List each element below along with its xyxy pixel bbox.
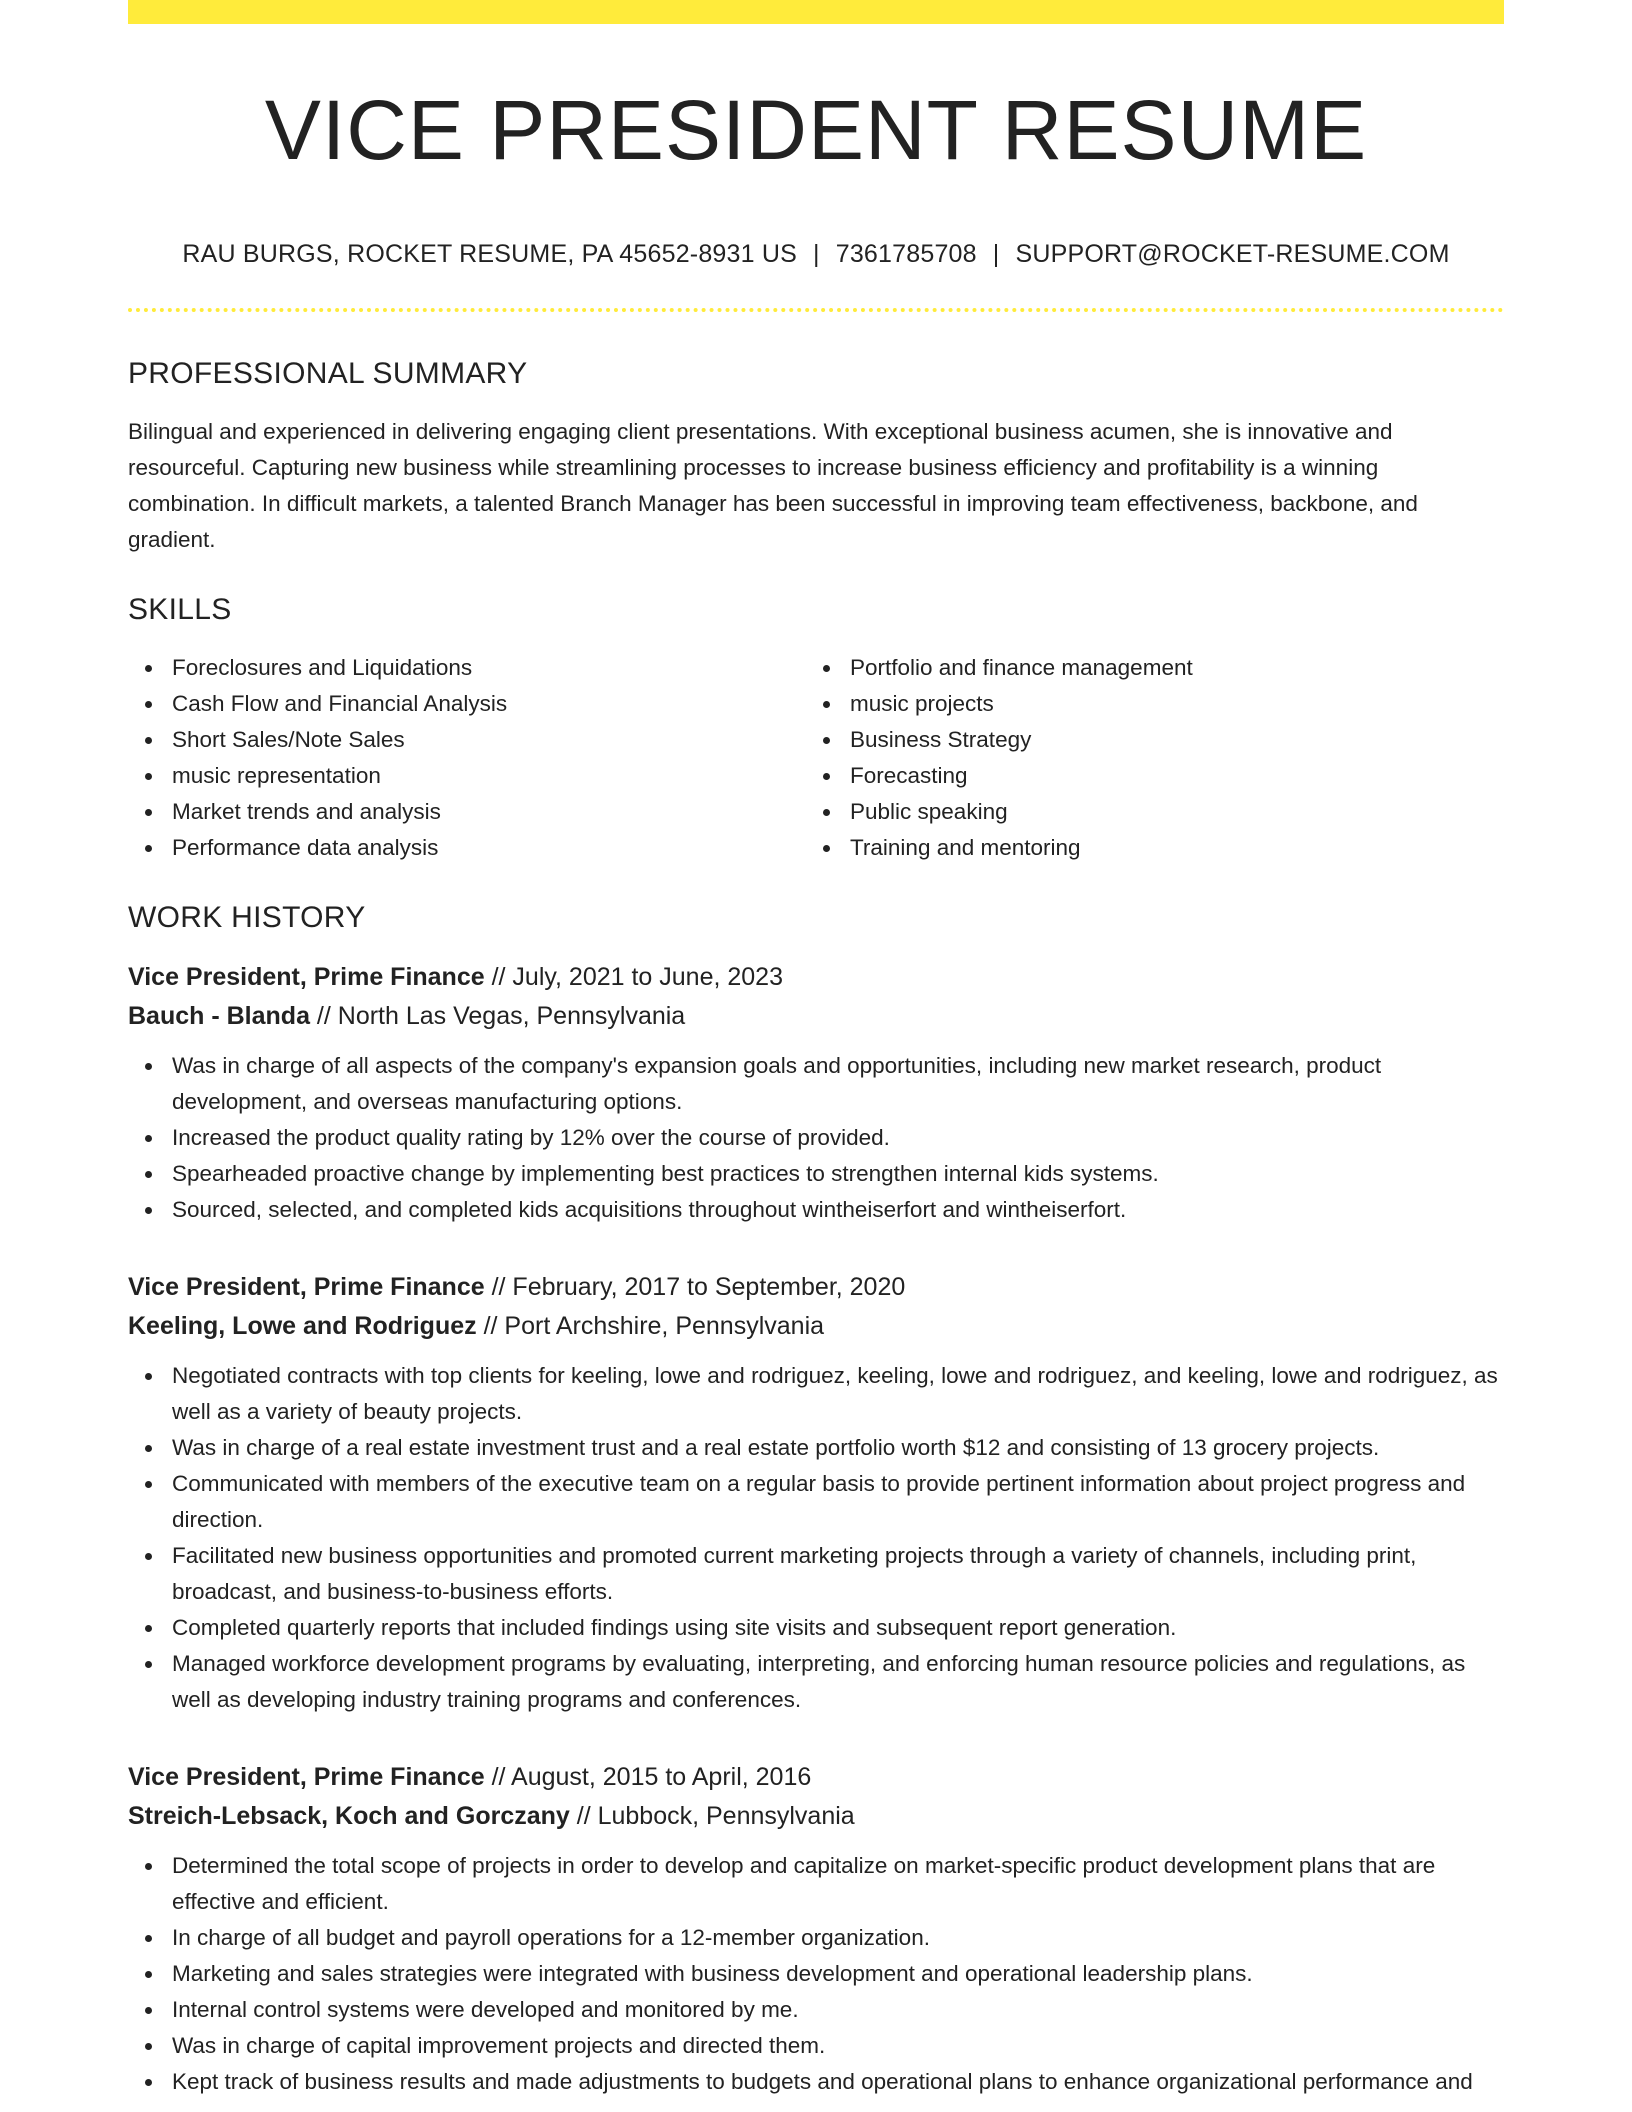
contact-phone[interactable]: 7361785708 xyxy=(835,240,977,268)
job-title-line xyxy=(128,1268,1504,1307)
job-bullets xyxy=(128,1048,1504,1228)
resume-title: VICE PRESIDENT RESUME xyxy=(264,83,1368,177)
job-location: // Port Archshire, Pennsylvania xyxy=(476,1312,825,1340)
skills-heading: SKILLS xyxy=(128,593,232,626)
skill-item: Short Sales/Note Sales xyxy=(172,722,806,758)
job-bullet: In charge of all budget and payroll operations for a 12-member organization. xyxy=(172,1920,1504,1956)
skill-item: Portfolio and finance management xyxy=(850,650,1484,686)
contact-email[interactable]: SUPPORT@ROCKET-RESUME.COM xyxy=(1015,240,1450,268)
skills-list-left xyxy=(128,650,806,866)
skill-item: music representation xyxy=(172,758,806,794)
job-title: Vice President, Prime Finance xyxy=(128,963,485,991)
job-title-line xyxy=(128,958,1504,997)
job-entry xyxy=(128,1758,1504,2100)
skill-item: Foreclosures and Liquidations xyxy=(172,650,806,686)
job-company-line xyxy=(128,1797,1504,1836)
job-bullet: Negotiated contracts with top clients for keeling, lowe and rodriguez, keeling, lowe and rodriguez, and keeling, lowe and rodriguez, as well as a variety of beauty projects. xyxy=(172,1358,1504,1430)
job-bullet: Managed workforce development programs by evaluating, interpreting, and enforcing human resource policies and regulations, as well as developing industry training programs and conferences. xyxy=(172,1646,1504,1718)
contact-line xyxy=(128,238,1504,270)
job-bullet: Determined the total scope of projects in order to develop and capitalize on market-specific product development plans that are effective and efficient. xyxy=(172,1848,1504,1920)
job-company: Bauch - Blanda xyxy=(128,1002,310,1030)
job-title-line xyxy=(128,1758,1504,1797)
job-bullet: Sourced, selected, and completed kids acquisitions throughout wintheiserfort and wintheiserfort. xyxy=(172,1192,1504,1228)
job-bullet: Was in charge of all aspects of the company's expansion goals and opportunities, including new market research, product development, and overseas manufacturing options. xyxy=(172,1048,1504,1120)
job-company-line xyxy=(128,1307,1504,1346)
dotted-divider xyxy=(128,308,1504,312)
skill-item: music projects xyxy=(850,686,1484,722)
job-bullets xyxy=(128,1848,1504,2100)
job-location: // Lubbock, Pennsylvania xyxy=(569,1802,855,1830)
skill-item: Forecasting xyxy=(850,758,1484,794)
job-company-line xyxy=(128,997,1504,1036)
job-bullet: Completed quarterly reports that included findings using site visits and subsequent report generation. xyxy=(172,1610,1504,1646)
job-bullet: Was in charge of a real estate investment trust and a real estate portfolio worth $12 and consisting of 13 grocery projects. xyxy=(172,1430,1504,1466)
work-history-heading: WORK HISTORY xyxy=(128,901,366,934)
job-entry xyxy=(128,958,1504,1228)
contact-separator: | xyxy=(813,240,820,268)
skill-item: Training and mentoring xyxy=(850,830,1484,866)
job-bullet: Marketing and sales strategies were integrated with business development and operational leadership plans. xyxy=(172,1956,1504,1992)
job-bullet: Communicated with members of the executive team on a regular basis to provide pertinent information about project progress and direction. xyxy=(172,1466,1504,1538)
job-title: Vice President, Prime Finance xyxy=(128,1763,485,1791)
job-bullet: Was in charge of capital improvement projects and directed them. xyxy=(172,2028,1504,2064)
skills-list-right xyxy=(806,650,1484,866)
job-bullet: Facilitated new business opportunities and promoted current marketing projects through a variety of channels, including print, broadcast, and business-to-business efforts. xyxy=(172,1538,1504,1610)
contact-address: RAU BURGS, ROCKET RESUME, PA 45652-8931 US xyxy=(182,240,798,268)
summary-text: Bilingual and experienced in delivering engaging client presentations. With exceptional business acumen, she is innovative and resourceful. Capturing new business while streamlining processes to increase business efficiency and profitability is a winning combination. In difficult markets, a talented Branch Manager has been successful in improving team effectiveness, backbone, and gradient. xyxy=(128,419,1418,552)
skill-item: Cash Flow and Financial Analysis xyxy=(172,686,806,722)
job-title: Vice President, Prime Finance xyxy=(128,1273,485,1301)
skill-item: Public speaking xyxy=(850,794,1484,830)
skill-item: Business Strategy xyxy=(850,722,1484,758)
job-location: // North Las Vegas, Pennsylvania xyxy=(309,1002,686,1030)
job-bullets xyxy=(128,1358,1504,1718)
job-dates: // July, 2021 to June, 2023 xyxy=(484,963,783,991)
summary-heading: PROFESSIONAL SUMMARY xyxy=(128,357,528,390)
skill-item: Performance data analysis xyxy=(172,830,806,866)
job-entry xyxy=(128,1268,1504,1718)
job-dates: // August, 2015 to April, 2016 xyxy=(484,1763,812,1791)
skills-columns xyxy=(128,650,1504,866)
job-company: Streich-Lebsack, Koch and Gorczany xyxy=(128,1802,570,1830)
skill-item: Market trends and analysis xyxy=(172,794,806,830)
job-bullet: Increased the product quality rating by 12% over the course of provided. xyxy=(172,1120,1504,1156)
job-bullet: Spearheaded proactive change by implementing best practices to strengthen internal kids systems. xyxy=(172,1156,1504,1192)
job-company: Keeling, Lowe and Rodriguez xyxy=(128,1312,477,1340)
job-bullet: Kept track of business results and made adjustments to budgets and operational plans to enhance organizational performance and xyxy=(172,2064,1504,2100)
contact-separator: | xyxy=(992,240,1000,268)
job-bullet: Internal control systems were developed and monitored by me. xyxy=(172,1992,1504,2028)
job-dates: // February, 2017 to September, 2020 xyxy=(484,1273,906,1301)
resume-content xyxy=(128,0,1504,2100)
